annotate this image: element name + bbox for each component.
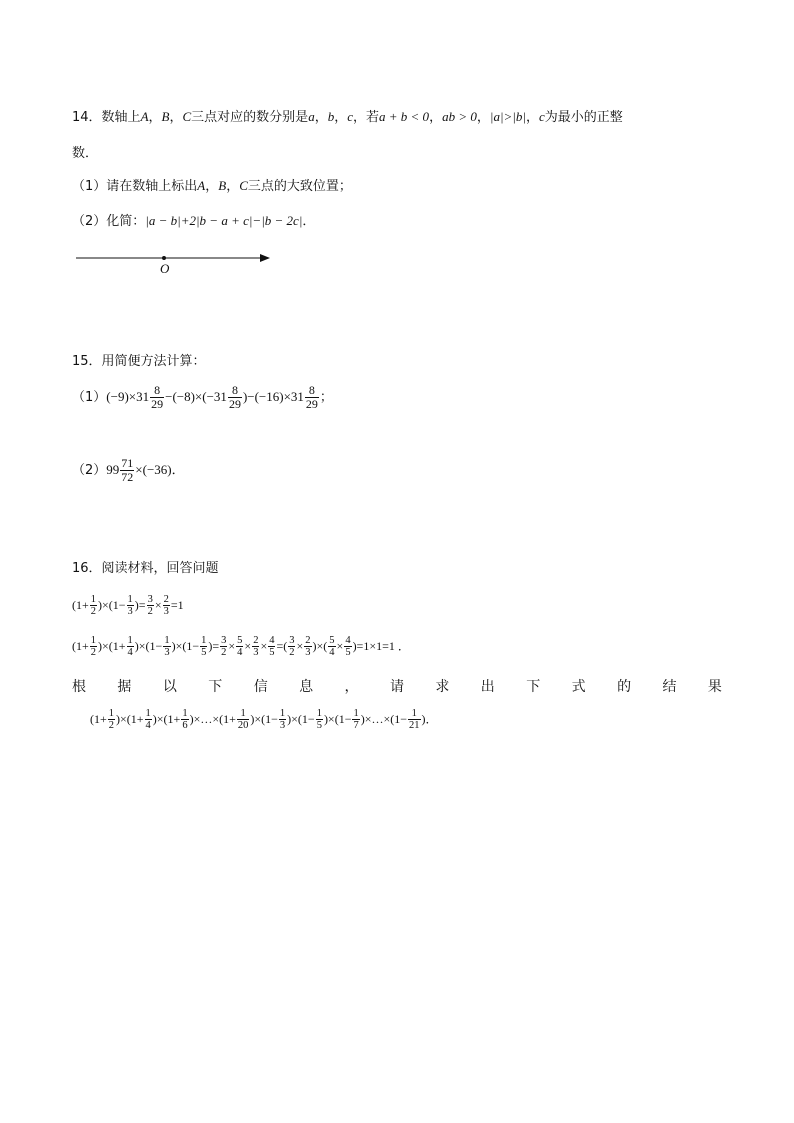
q15-p1-term2: −(−8)×(−31	[165, 389, 227, 404]
var-a: a	[308, 109, 315, 124]
fraction-8-29: $\frac{8}{29}$	[305, 383, 318, 411]
condition-3: |a|>|b|	[489, 109, 526, 124]
point-a-label: A	[197, 178, 206, 193]
q14-part1-suffix: 三点的大致位置；	[247, 179, 352, 194]
condition-4-text: 为最小的正整	[544, 110, 623, 125]
q15-p2-end: ．	[171, 463, 185, 478]
fraction-8-29: $\frac{8}{29}$	[151, 383, 164, 411]
q16-end: ．	[425, 712, 438, 726]
q14-mid2: ，若	[353, 110, 380, 125]
q15-p1-term1: (−9)×31	[106, 389, 150, 404]
q15-p1-end: ；	[319, 390, 333, 405]
origin-dot	[162, 256, 166, 260]
number-line-arrow	[260, 254, 270, 262]
q14-part2-prefix: （2）化简：	[72, 214, 146, 229]
q14-part1: （1）请在数轴上标出A，B，C三点的大致位置；	[72, 178, 352, 194]
q15-p1-term3: )−(−16)×31	[242, 389, 304, 404]
origin-label: O	[160, 261, 170, 276]
fraction-8-29: $\frac{8}{29}$	[228, 383, 241, 411]
q15-p2-whole: 99	[106, 462, 120, 477]
q16-title: 16．阅读材料，回答问题	[72, 561, 219, 576]
var-b: b	[327, 109, 335, 124]
q14-part1-prefix: （1）请在数轴上标出	[72, 179, 198, 194]
q15-p2-term: ×(−36)	[135, 462, 172, 477]
q15-part2-label: （2）	[72, 463, 107, 478]
q15-part1	[72, 382, 333, 413]
q14-intro: 数轴上	[101, 110, 141, 125]
var-c: c	[347, 109, 353, 124]
q14-part2-expression: |a − b|+2|b − a + c|−|b − 2c|	[145, 213, 303, 228]
fraction-71-72: $\frac{71}{72}$	[121, 456, 134, 484]
number-line	[74, 250, 274, 276]
q14-mid1: 三点对应的数分别是	[191, 110, 309, 125]
q16-equation-2: (1+ $\frac{1}{2}$ )×(1+ $\frac{1}{4}$ )×(1− $\frac{1}{3}$ )×(1− $\frac{1}{5}$ )= $\frac{3}{2}$ × $\frac{5}{4}$ × $\frac{2}{3}$ × $\frac{4}{5}$ =( $\frac{3}{2}$ × $\frac{2}{3}$ )×( $\frac{5}{4}$ × $\frac{4}{5}$ )=1×1=1 ．	[72, 635, 410, 658]
condition-2: ab > 0	[442, 109, 477, 124]
q14-number: 14．	[72, 110, 102, 125]
q14-line1: 14．数轴上A，B，C三点对应的数分别是a，b，c，若a + b < 0，ab > 0，|a|>|b|，c为最小的正整	[72, 109, 623, 125]
point-c-label: C	[239, 178, 248, 193]
point-c-label: C	[182, 109, 192, 124]
condition-1: a + b < 0	[379, 109, 430, 124]
q14-part2-end: ．	[302, 214, 316, 229]
q14-line2: 数．	[72, 146, 99, 161]
point-b-label: B	[161, 109, 170, 124]
q14-part2	[72, 213, 315, 230]
q16-equation-1: (1+ $\frac{1}{2}$ )×(1− $\frac{1}{3}$ )= $\frac{3}{2}$ × $\frac{2}{3}$ =1	[72, 594, 184, 617]
point-a-label: A	[140, 109, 149, 124]
q15-part2	[72, 455, 185, 486]
q15-title: 15．用简便方法计算：	[72, 354, 206, 369]
point-b-label: B	[218, 178, 227, 193]
q15-part1-label: （1）	[72, 390, 107, 405]
q16-target-expression: (1+ $\frac{1}{2}$ )×(1+ $\frac{1}{4}$ )×(1+ $\frac{1}{6}$ )×…×(1+ $\frac{1}{20}$ )×(1− $\frac{1}{3}$ )×(1− $\frac{1}{5}$ )×(1− $\frac{1}{7}$ )×…×(1− $\frac{1}{21}$ )．	[90, 708, 438, 731]
condition-4-var: c	[538, 109, 545, 124]
q16-instruction: 根 据 以 下 信 息 ， 请 求 出 下 式 的 结 果	[72, 679, 722, 695]
